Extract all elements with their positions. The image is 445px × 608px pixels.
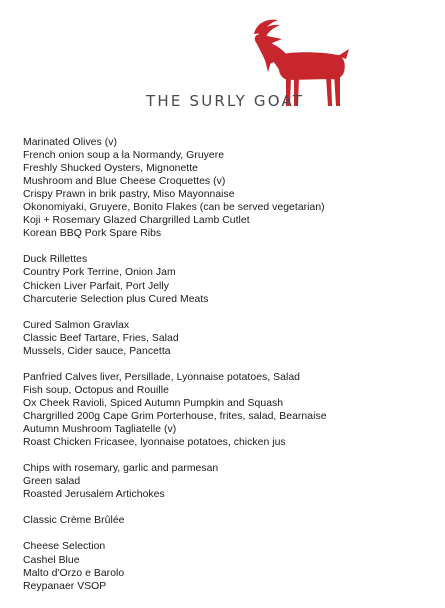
menu-item: Okonomiyaki, Gruyere, Bonito Flakes (can be served vegetarian): [23, 202, 325, 214]
menu-item: Mushroom and Blue Cheese Croquettes (v): [23, 176, 226, 188]
menu-item: Mussels, Cider sauce, Pancetta: [23, 345, 171, 357]
menu-item: Reypanaer VSOP: [23, 580, 107, 592]
menu-section-charcuterie: [23, 253, 433, 305]
menu-section-mains: [23, 371, 433, 449]
menu-item: Malto d'Orzo e Barolo: [23, 567, 125, 579]
menu-item: Korean BBQ Pork Spare Ribs: [23, 228, 162, 240]
menu-item: Panfried Calves liver, Persillade, Lyonnaise potatoes, Salad: [23, 371, 300, 383]
menu-item: Cashel Blue: [23, 554, 80, 566]
menu-item: Duck Rillettes: [23, 254, 88, 266]
menu-list: [23, 136, 433, 606]
menu-item: Cured Salmon Gravlax: [23, 319, 130, 331]
brand-name: THE SURLY GOAT: [146, 92, 305, 110]
menu-item: Roasted Jerusalem Artichokes: [23, 489, 165, 501]
menu-section-sides: [23, 462, 433, 501]
menu-item: Freshly Shucked Oysters, Mignonette: [23, 163, 199, 175]
menu-item: French onion soup a la Normandy, Gruyere: [23, 150, 225, 162]
menu-item: Ox Cheek Ravioli, Spiced Autumn Pumpkin and Squash: [23, 397, 284, 409]
menu-item: Chargrilled 200g Cape Grim Porterhouse, frites, salad, Bearnaise: [23, 410, 327, 422]
menu-item: Cheese Selection: [23, 541, 106, 553]
menu-item: Green salad: [23, 476, 81, 488]
menu-item: Marinated Olives (v): [23, 137, 117, 148]
menu-item: Roast Chicken Fricasee, lyonnaise potatoes, chicken jus: [23, 437, 286, 449]
menu-item: Chips with rosemary, garlic and parmesan: [23, 463, 219, 475]
menu-item: Classic Crème Brûlée: [23, 515, 125, 527]
menu-section-cheese: [23, 540, 433, 592]
menu-item: Charcuterie Selection plus Cured Meats: [23, 293, 209, 305]
menu-item: Classic Beef Tartare, Fries, Salad: [23, 332, 179, 344]
menu-section-dessert: [23, 514, 433, 527]
menu-item: Koji + Rosemary Glazed Chargrilled Lamb Cutlet: [23, 215, 250, 227]
menu-item: Autumn Mushroom Tagliatelle (v): [23, 424, 177, 436]
menu-item: Chicken Liver Parfait, Port Jelly: [23, 280, 170, 292]
menu-item: Crispy Prawn in brik pastry, Miso Mayonnaise: [23, 189, 235, 201]
menu-section-small-plates: [23, 136, 433, 240]
menu-item: Country Pork Terrine, Onion Jam: [23, 267, 176, 279]
menu-item: Fish soup, Octopus and Rouille: [23, 384, 169, 396]
menu-section-entrees: [23, 319, 433, 358]
